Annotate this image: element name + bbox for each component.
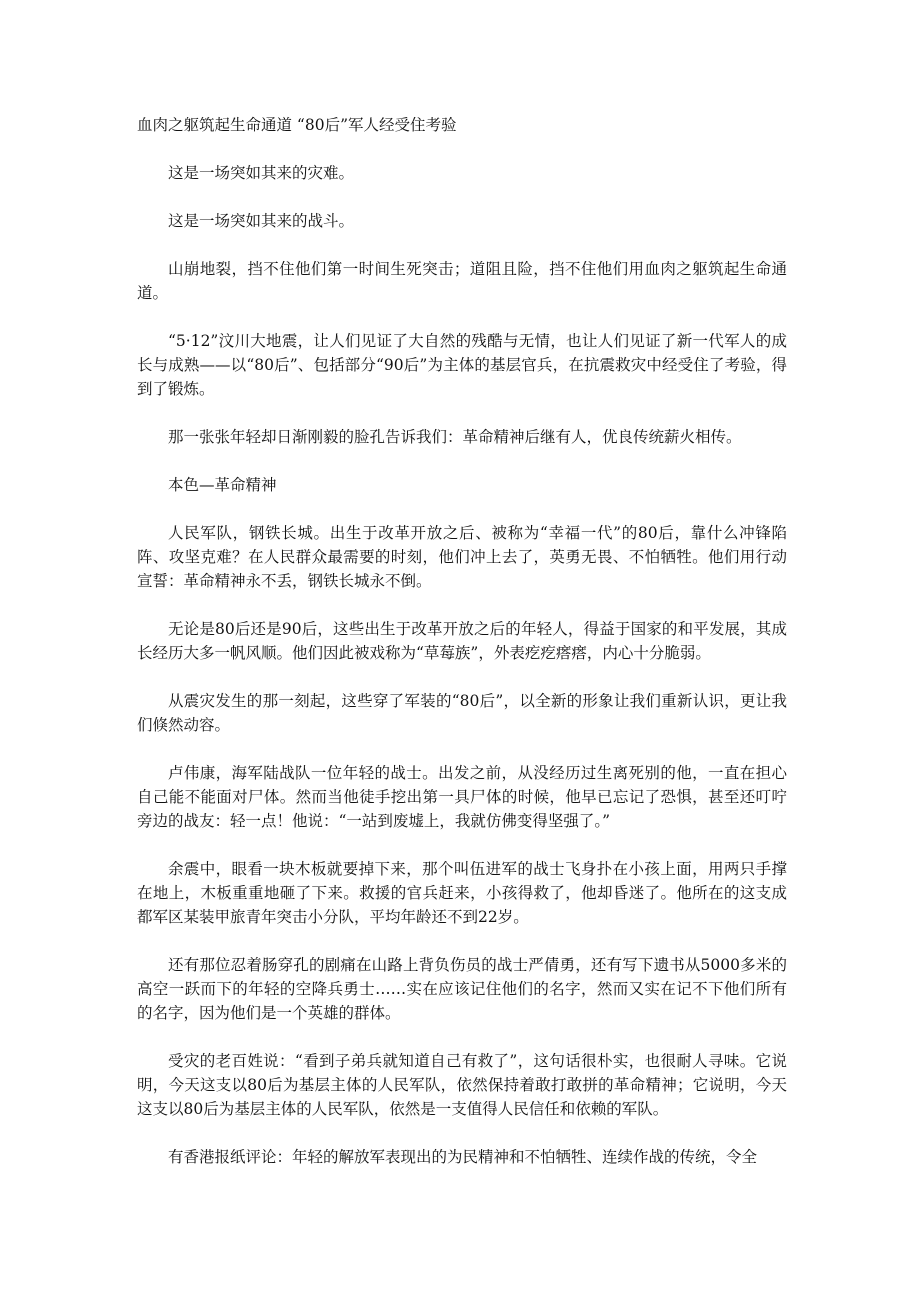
paragraph: 山崩地裂，挡不住他们第一时间生死突击；道阻且险，挡不住他们用血肉之躯筑起生命通道。	[137, 260, 787, 302]
paragraph: 人民军队，钢铁长城。出生于改革开放之后、被称为“幸福一代”的80后，靠什么冲锋陷阵、攻坚克难？在人民群众最需要的时刻，他们冲上去了，英勇无畏、不怕牺牲。他们用行动宣誓：革命精神永不丢，钢铁长城永不倒。	[137, 524, 787, 590]
paragraph: 这是一场突如其来的灾难。	[168, 164, 355, 182]
article-title: 血肉之躯筑起生命通道 “80后”军人经受住考验	[137, 116, 457, 134]
document-body	[137, 113, 787, 1193]
paragraph: “5·12”汶川大地震，让人们见证了大自然的残酷与无情，也让人们见证了新一代军人的成长与成熟——以“80后”、包括部分“90后”为主体的基层官兵，在抗震救灾中经受住了考验，得到了锻炼。	[137, 332, 787, 398]
paragraph: 受灾的老百姓说：“看到子弟兵就知道自己有救了”，这句话很朴实，也很耐人寻味。它说明，今天这支以80后为基层主体的人民军队，依然保持着敢打敢拼的革命精神；它说明，今天这支以80后为基层主体的人民军队，依然是一支值得人民信任和依赖的军队。	[137, 1052, 787, 1118]
paragraph: 这是一场突如其来的战斗。	[168, 212, 355, 230]
paragraph: 那一张张年轻却日渐刚毅的脸孔告诉我们：革命精神后继有人，优良传统薪火相传。	[168, 428, 742, 446]
paragraph: 有香港报纸评论：年轻的解放军表现出的为民精神和不怕牺牲、连续作战的传统，令全	[168, 1148, 758, 1166]
section-heading: 本色—革命精神	[168, 476, 277, 494]
paragraph: 余震中，眼看一块木板就要掉下来，那个叫伍进军的战士飞身扑在小孩上面，用两只手撑在地上，木板重重地砸了下来。救援的官兵赶来，小孩得救了，他却昏迷了。他所在的这支成都军区某装甲旅青年突击小分队，平均年龄还不到22岁。	[137, 860, 787, 926]
paragraph: 卢伟康，海军陆战队一位年轻的战士。出发之前，从没经历过生离死别的他，一直在担心自己能不能面对尸体。然而当他徒手挖出第一具尸体的时候，他早已忘记了恐惧，甚至还叮咛旁边的战友：轻一点！他说：“一站到废墟上，我就仿佛变得坚强了。”	[137, 764, 787, 830]
paragraph: 从震灾发生的那一刻起，这些穿了军装的“80后”，以全新的形象让我们重新认识，更让我们倏然动容。	[137, 692, 787, 734]
paragraph: 还有那位忍着肠穿孔的剧痛在山路上背负伤员的战士严倩勇，还有写下遗书从5000多米的高空一跃而下的年轻的空降兵勇士……实在应该记住他们的名字，然而又实在记不下他们所有的名字，因为他们是一个英雄的群体。	[137, 956, 787, 1022]
paragraph: 无论是80后还是90后，这些出生于改革开放之后的年轻人，得益于国家的和平发展，其成长经历大多一帆风顺。他们因此被戏称为“草莓族”，外表疙疙瘩瘩，内心十分脆弱。	[137, 620, 787, 662]
